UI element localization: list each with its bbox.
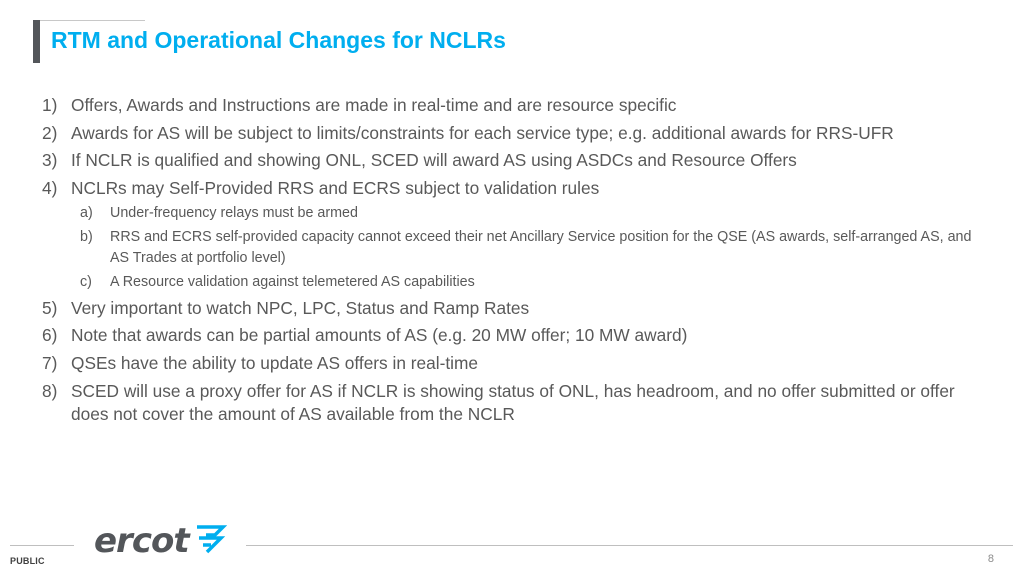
list-item-text: Offers, Awards and Instructions are made in real-time and are resource specific [71,95,677,115]
logo-wordmark: ercot [94,521,189,561]
sub-list-item-letter: a) [80,204,93,221]
list-item [42,177,992,200]
title-top-rule [40,20,145,21]
list-item [42,149,992,172]
sub-list-item-letter: c) [80,273,92,290]
list-item [42,297,992,320]
list-item-number: 3) [42,150,58,171]
list-item-text: If NCLR is qualified and showing ONL, SCED will award AS using ASDCs and Resource Offers [71,150,797,171]
title-accent-bar [33,20,40,63]
list-item-number: 5) [42,297,58,318]
footer-rule-right [246,545,1013,546]
ercot-logo [94,520,227,562]
list-item-number: 2) [42,122,58,143]
list-item [42,380,992,426]
sub-list-item-text: Under-frequency relays must be armed [110,204,358,221]
list-item-number: 1) [42,95,58,115]
slide-title: RTM and Operational Changes for NCLRs [51,27,506,53]
footer-rule-left [10,545,74,546]
list-item-text: Note that awards can be partial amounts of AS (e.g. 20 MW offer; 10 MW award) [71,325,688,346]
ercot-logo-mark-icon [193,524,227,561]
list-item-text: Very important to watch NPC, LPC, Status and Ramp Rates [71,297,530,318]
sub-list-item-text: A Resource validation against telemetered AS capabilities [110,273,475,290]
list-item [42,324,992,347]
list-item-number: 7) [42,352,58,373]
sub-list-item-letter: b) [80,228,93,245]
list-item-text: QSEs have the ability to update AS offers in real-time [71,352,478,373]
list-item-number: 4) [42,177,58,198]
list-item [42,94,992,117]
list-item [42,352,992,375]
list-item-text: NCLRs may Self-Provided RRS and ECRS subject to validation rules [71,177,600,198]
classification-label: PUBLIC [10,556,45,566]
list-item-number: 8) [42,380,58,401]
sub-list-item [42,203,992,224]
slide-body [42,94,992,426]
sub-list-item [42,227,992,269]
sub-list-item-text: RRS and ECRS self-provided capacity cannot exceed their net Ancillary Service position for the QSE (AS awards, self-arranged AS, and AS Trades at portfolio level) [110,228,972,266]
list-item-number: 6) [42,325,58,346]
sub-list-item [42,272,992,293]
list-item-text: Awards for AS will be subject to limits/constraints for each service type; e.g. additional awards for RRS-UFR [71,122,894,143]
page-number: 8 [987,553,994,565]
list-item-text: SCED will use a proxy offer for AS if NCLR is showing status of ONL, has headroom, and no offer submitted or offer does not cover the amount of AS available from the NCLR [71,380,955,424]
list-item [42,122,992,145]
